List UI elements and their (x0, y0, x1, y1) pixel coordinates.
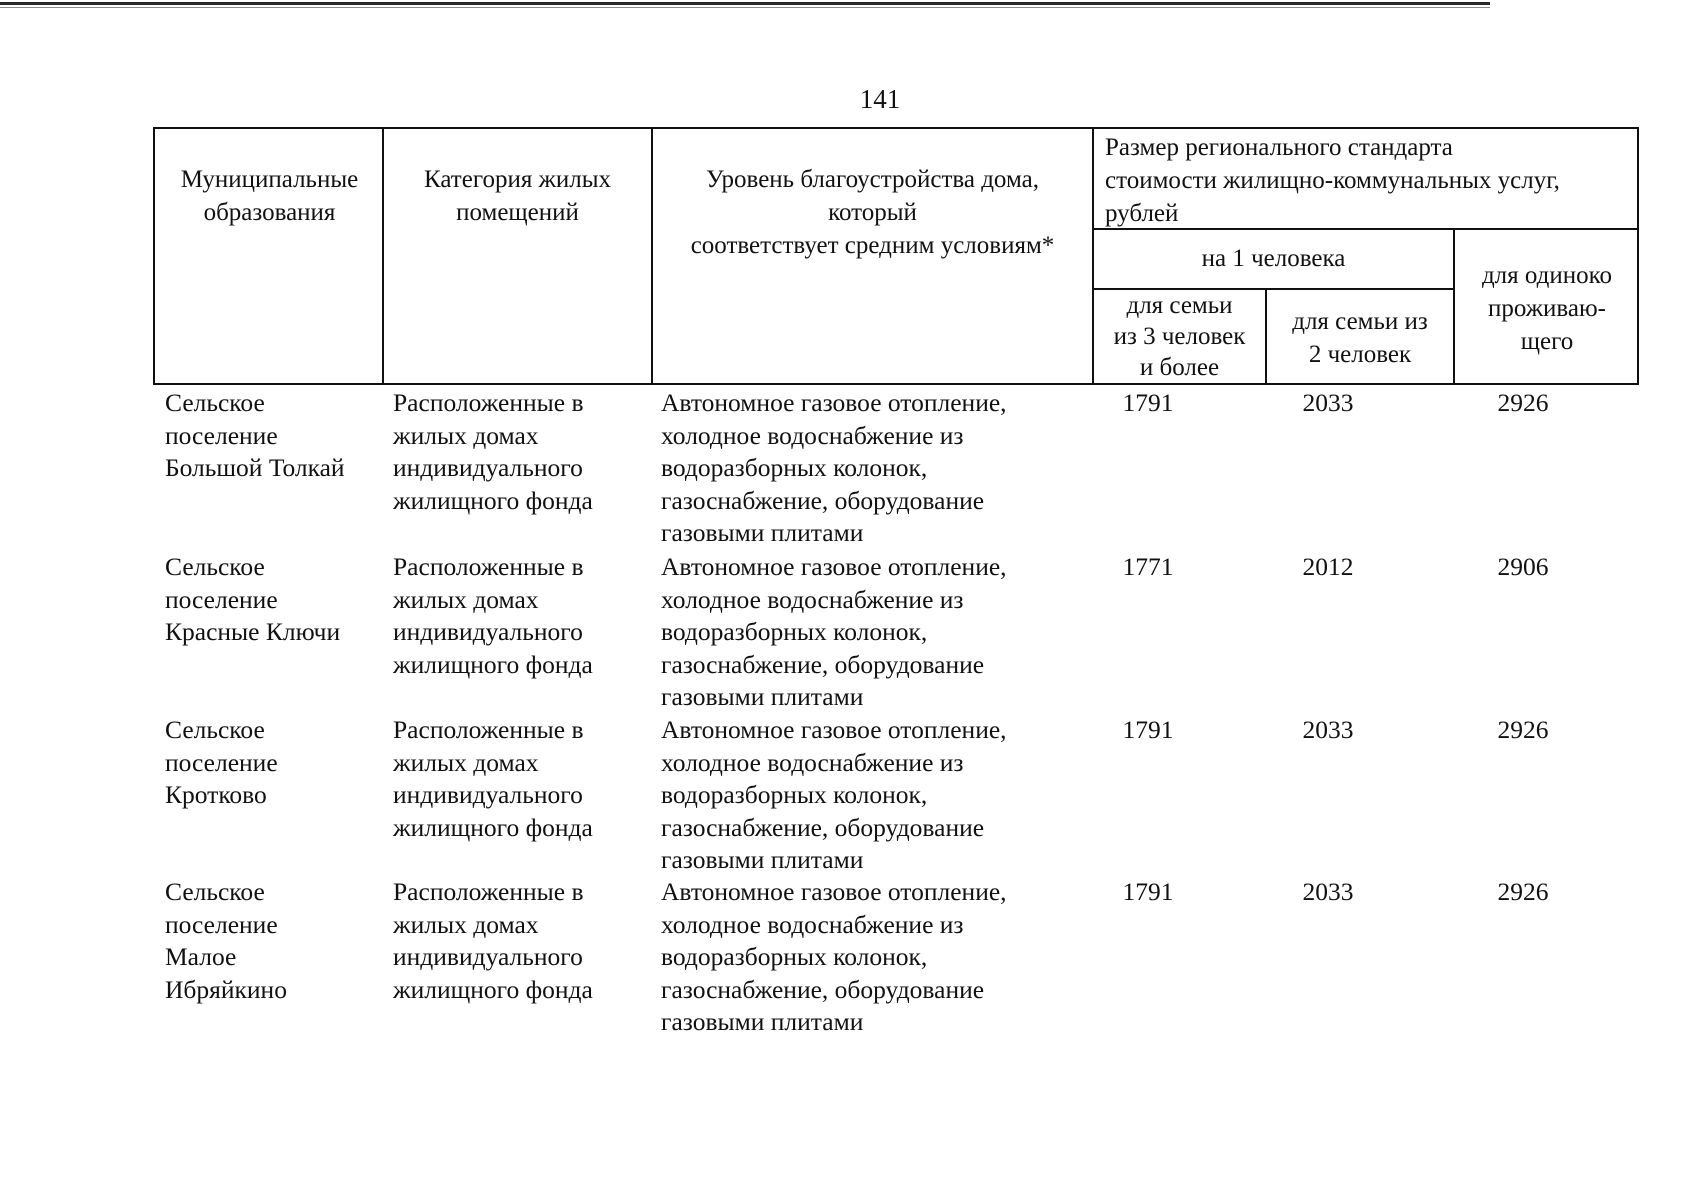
header-text: на 1 человека (1201, 245, 1346, 272)
cell-text: жилых домах (393, 584, 539, 614)
cell-text: поселение (165, 584, 278, 614)
header-text: и более (1139, 354, 1220, 381)
page-number: 141 (859, 84, 901, 114)
cell-level (661, 387, 1061, 550)
header-family3 (1094, 290, 1265, 383)
cell-text: газовыми плитами (661, 518, 864, 547)
cell-text: Автономное газовое отопление, (661, 877, 1007, 906)
cell-text: Расположенные в (393, 388, 584, 417)
header-text: помещений (456, 199, 579, 226)
table-row (153, 876, 1639, 1038)
header-single (1455, 259, 1639, 358)
table-row (153, 714, 1639, 876)
cell-family3: 1791 (1122, 388, 1174, 417)
header-municipality (157, 163, 382, 229)
cell-text: индивидуального (393, 942, 583, 971)
cell-category (393, 876, 653, 1006)
header-text: проживаю- (1488, 295, 1606, 322)
cell-text: газоснабжение, оборудование (661, 974, 985, 1004)
header-text: Уровень благоустройства дома, (706, 166, 1039, 193)
cell-level (661, 876, 1061, 1039)
header-level (653, 163, 1092, 262)
header-text: Категория жилых (424, 166, 611, 193)
cell-text: Кротково (165, 780, 267, 809)
scan-top-rule-thin (0, 7, 1490, 8)
cell-text: Ибряйкино (165, 974, 287, 1004)
cell-text: жилищного фонда (393, 485, 593, 515)
cell-text: водоразборных колонок, (661, 780, 928, 809)
cell-category (393, 551, 653, 681)
cell-family3: 1771 (1122, 552, 1174, 581)
cell-text: поселение (165, 909, 278, 939)
cell-municipality (165, 387, 380, 485)
cell-text: газовыми плитами (661, 1007, 864, 1036)
cell-text: жилых домах (393, 909, 539, 939)
cell-text: Расположенные в (393, 715, 584, 744)
cell-municipality (165, 876, 380, 1006)
cell-text: газовыми плитами (661, 682, 864, 711)
cell-text: холодное водоснабжение из (661, 909, 964, 939)
cell-text: Сельское (165, 877, 265, 906)
header-text: из 3 человек (1113, 323, 1246, 350)
cell-text: Автономное газовое отопление, (661, 388, 1007, 417)
cell-text: водоразборных колонок, (661, 942, 928, 971)
cell-text: жилищного фонда (393, 649, 593, 679)
cell-level (661, 714, 1061, 877)
cell-family3: 1791 (1122, 715, 1174, 744)
cell-text: холодное водоснабжение из (661, 420, 964, 450)
cell-text: Сельское (165, 388, 265, 417)
cell-text: газоснабжение, оборудование (661, 485, 985, 515)
header-text: для семьи (1126, 292, 1233, 319)
cell-text: Сельское (165, 715, 265, 744)
scan-top-rule (0, 2, 1490, 5)
cell-text: Расположенные в (393, 552, 584, 581)
cell-text: водоразборных колонок, (661, 453, 928, 482)
table-row (153, 387, 1639, 549)
cell-text: поселение (165, 420, 278, 450)
cell-text: газоснабжение, оборудование (661, 649, 985, 679)
cell-family2: 2033 (1302, 388, 1354, 417)
header-text: рублей (1105, 200, 1179, 227)
header-standard (1105, 131, 1635, 230)
cell-family2: 2033 (1302, 877, 1354, 906)
cell-text: индивидуального (393, 453, 583, 482)
cell-text: Автономное газовое отопление, (661, 552, 1007, 581)
cell-text: Автономное газовое отопление, (661, 715, 1007, 744)
header-text: соответствует средним условиям* (690, 232, 1055, 259)
cell-text: жилых домах (393, 747, 539, 777)
header-text: щего (1520, 328, 1574, 355)
header-family2 (1267, 305, 1453, 371)
cell-family3: 1791 (1122, 877, 1174, 906)
cell-text: холодное водоснабжение из (661, 584, 964, 614)
cell-municipality (165, 551, 380, 649)
header-text: стоимости жилищно-коммунальных услуг, (1105, 167, 1560, 194)
table-header (153, 127, 1639, 385)
cell-family2: 2012 (1302, 552, 1354, 581)
cell-text: жилых домах (393, 420, 539, 450)
cell-category (393, 714, 653, 844)
cell-text: жилищного фонда (393, 974, 593, 1004)
cell-single: 2906 (1497, 552, 1549, 581)
cell-text: газоснабжение, оборудование (661, 812, 985, 842)
cell-text: Расположенные в (393, 877, 584, 906)
header-text: 2 человек (1308, 341, 1412, 368)
cell-text: Красные Ключи (165, 617, 341, 646)
cell-level (661, 551, 1061, 714)
cell-text: газовыми плитами (661, 845, 864, 874)
cell-text: Большой Толкай (165, 453, 345, 482)
header-per-person (1094, 242, 1453, 275)
cell-text: индивидуального (393, 780, 583, 809)
header-text: образования (203, 199, 336, 226)
header-text: Муниципальные (180, 166, 359, 193)
cell-single: 2926 (1497, 877, 1549, 906)
cell-municipality (165, 714, 380, 812)
cell-text: водоразборных колонок, (661, 617, 928, 646)
cell-text: поселение (165, 747, 278, 777)
header-text: Размер регионального стандарта (1105, 134, 1453, 161)
cell-single: 2926 (1497, 388, 1549, 417)
cell-text: Сельское (165, 552, 265, 581)
cell-family2: 2033 (1302, 715, 1354, 744)
cell-text: Малое (165, 942, 237, 971)
cell-single: 2926 (1497, 715, 1549, 744)
table-row (153, 551, 1639, 713)
cell-text: холодное водоснабжение из (661, 747, 964, 777)
cell-category (393, 387, 653, 517)
header-text: который (828, 199, 917, 226)
header-text: для одиноко (1481, 262, 1613, 289)
header-text: для семьи из (1292, 308, 1428, 335)
header-category (384, 163, 651, 229)
cell-text: жилищного фонда (393, 812, 593, 842)
cell-text: индивидуального (393, 617, 583, 646)
